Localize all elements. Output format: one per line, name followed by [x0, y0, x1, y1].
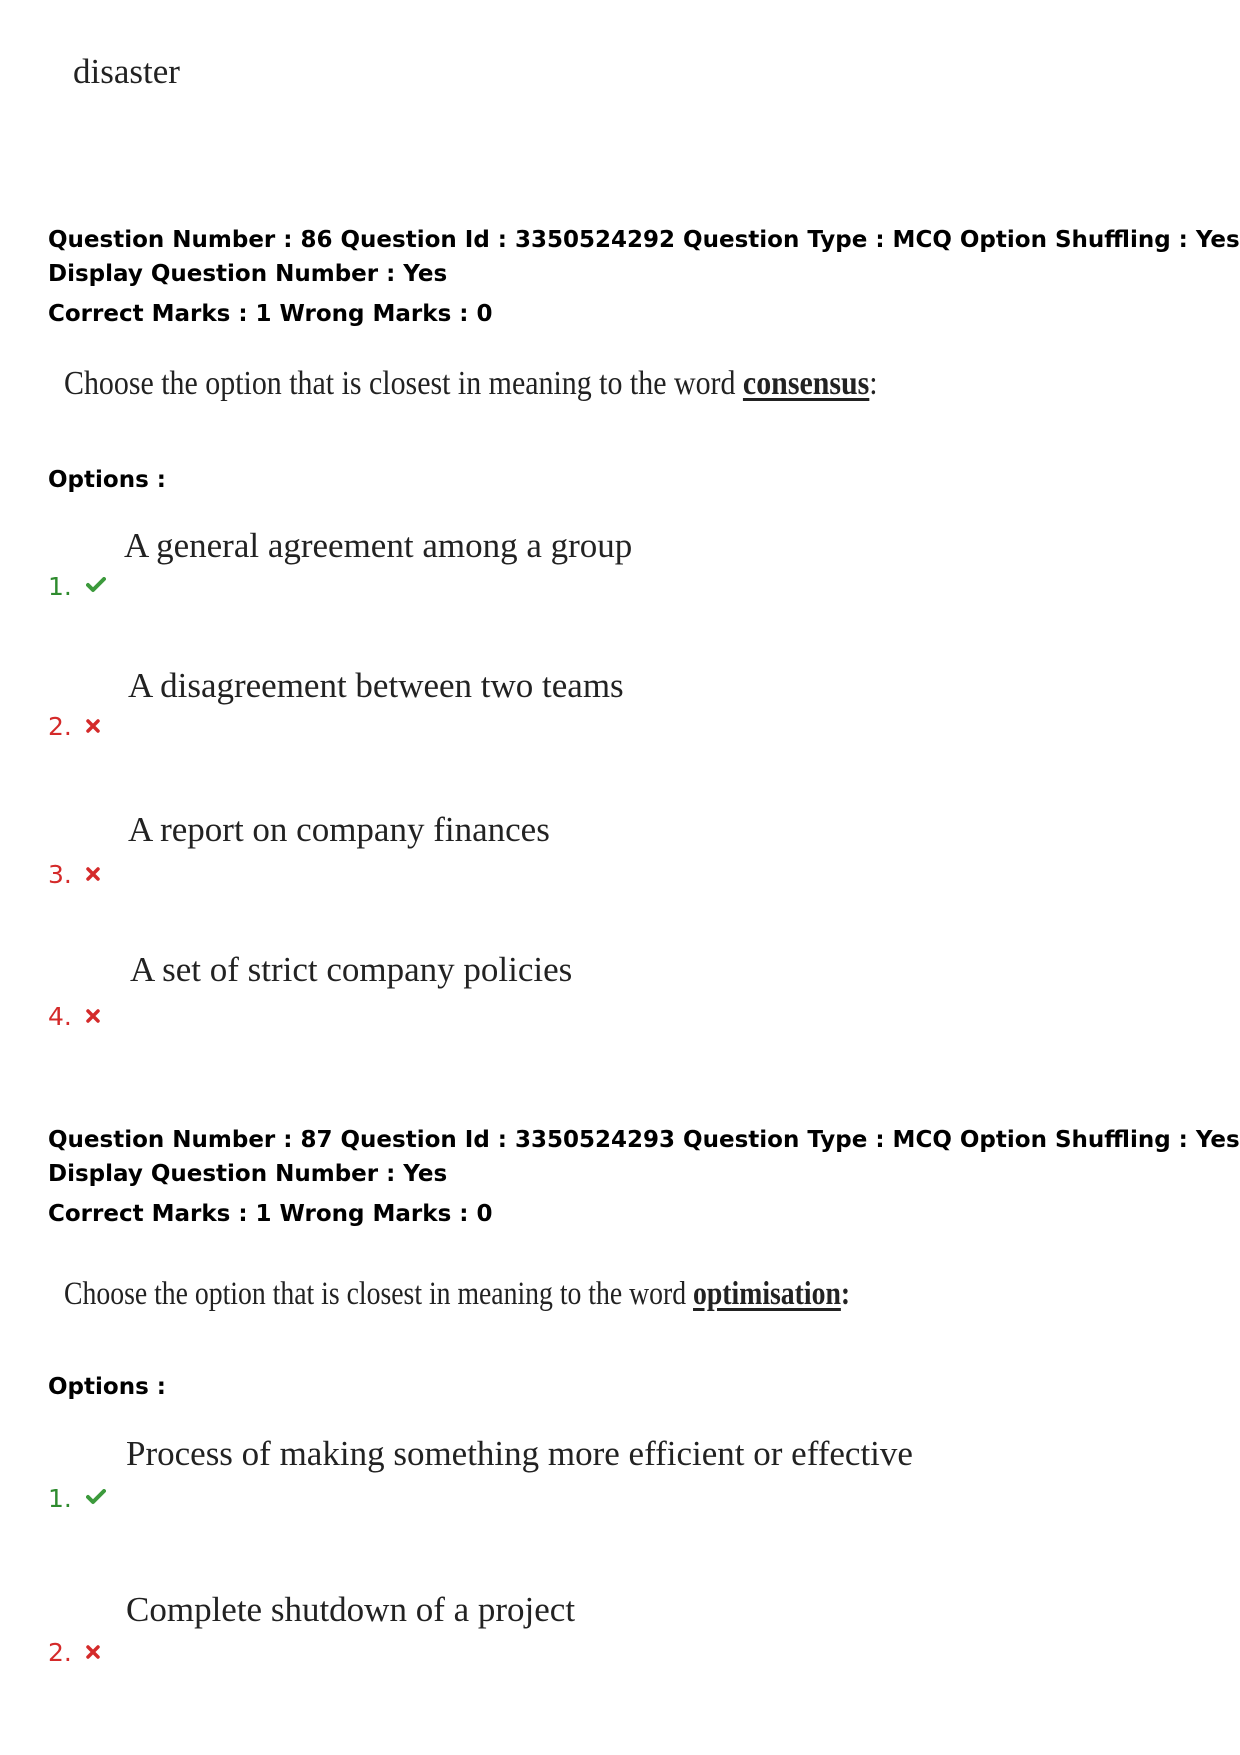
option-number: 3.	[48, 858, 100, 889]
options-label: Options :	[48, 467, 166, 493]
option-text: Process of making something more efficient or effective	[126, 1434, 913, 1473]
option-number: 2.	[48, 1636, 100, 1667]
option-text: Complete shutdown of a project	[126, 1590, 576, 1629]
question-meta-line: Question Number : 87 Question Id : 3350524293 Question Type : MCQ Option Shuffling : Yes	[48, 1127, 1240, 1153]
previous-option-fragment: disaster	[73, 52, 180, 91]
stem-keyword: consensus	[742, 365, 870, 402]
check-icon	[86, 1482, 106, 1511]
option-number: 1.	[48, 570, 106, 601]
question-stem	[64, 365, 989, 403]
stem-keyword: optimisation	[693, 1276, 841, 1312]
stem-suffix: :	[869, 365, 878, 402]
options-label: Options :	[48, 1374, 166, 1400]
display-question-number: Display Question Number : Yes	[48, 1161, 448, 1187]
stem-prefix: Choose the option that is closest in meaning to the word	[64, 365, 736, 402]
option-number: 4.	[48, 1000, 100, 1031]
option-number: 2.	[48, 710, 100, 741]
question-stem	[64, 1276, 1000, 1313]
marks-line: Correct Marks : 1 Wrong Marks : 0	[48, 1201, 493, 1227]
cross-icon	[86, 1000, 100, 1029]
option-number: 1.	[48, 1482, 106, 1513]
cross-icon	[86, 710, 100, 739]
cross-icon	[86, 858, 100, 887]
cross-icon	[86, 1636, 100, 1665]
option-text: A general agreement among a group	[124, 526, 633, 565]
check-icon	[86, 570, 106, 599]
option-text: A report on company finances	[128, 810, 550, 849]
display-question-number: Display Question Number : Yes	[48, 261, 448, 287]
option-text: A set of strict company policies	[130, 950, 573, 989]
stem-prefix: Choose the option that is closest in meaning to the word	[64, 1276, 687, 1312]
stem-suffix: :	[840, 1276, 851, 1312]
marks-line: Correct Marks : 1 Wrong Marks : 0	[48, 301, 493, 327]
option-text: A disagreement between two teams	[128, 666, 624, 705]
question-meta-line: Question Number : 86 Question Id : 3350524292 Question Type : MCQ Option Shuffling : Yes	[48, 227, 1240, 253]
